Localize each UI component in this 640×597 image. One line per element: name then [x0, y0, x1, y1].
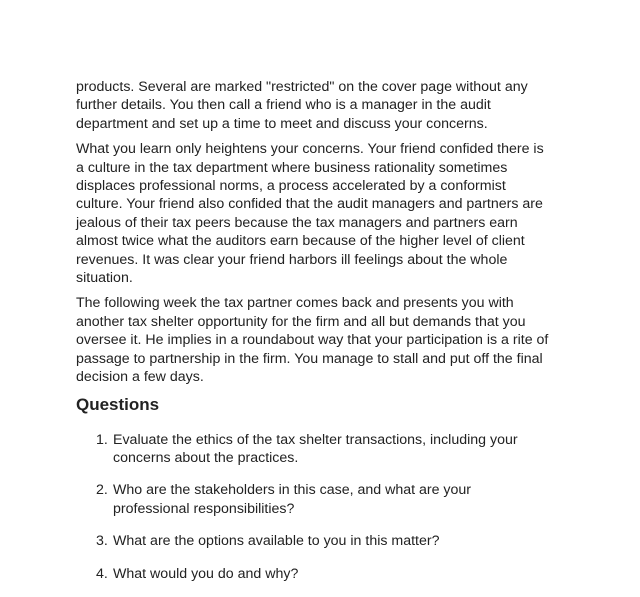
question-number: 4.	[96, 565, 108, 582]
text-line: The following week the tax partner comes back and presents you with	[76, 295, 514, 312]
question-text-line: Evaluate the ethics of the tax shelter transactions, including your	[113, 431, 518, 448]
question-text-line: concerns about the practices.	[113, 449, 299, 466]
text-line: department and set up a time to meet and discuss your concerns.	[76, 115, 488, 132]
text-line: products. Several are marked "restricted" on the cover page without any	[76, 79, 528, 95]
question-number: 2.	[96, 482, 108, 499]
question-text-line: Who are the stakeholders in this case, and what are your	[113, 482, 472, 499]
question-item	[76, 431, 572, 468]
text-line: culture. Your friend also confided that the audit managers and partners are	[76, 196, 543, 213]
question-text-line: What would you do and why?	[113, 565, 299, 582]
question-item	[76, 565, 572, 583]
text-line: revenues. It was clear your friend harbors ill feelings about the whole	[76, 251, 508, 268]
questions-heading: Questions	[76, 394, 160, 414]
question-item	[76, 481, 572, 518]
question-number: 1.	[96, 431, 108, 448]
text-line: situation.	[76, 270, 133, 287]
text-line: oversee it. He implies in a roundabout way that your participation is a rite of	[76, 332, 549, 349]
question-text-line: professional responsibilities?	[113, 500, 295, 517]
paragraph	[76, 78, 572, 133]
text-line: jealous of their tax peers because the tax managers and partners earn	[76, 214, 518, 231]
question-item	[76, 532, 572, 550]
question-text-line: What are the options available to you in this matter?	[113, 533, 440, 550]
text-line: almost twice what the auditors earn because of the higher level of client	[76, 233, 525, 250]
text-line: What you learn only heightens your concerns. Your friend confided there is	[76, 141, 544, 158]
text-line: further details. You then call a friend who is a manager in the audit	[76, 97, 491, 114]
text-line: displaces professional norms, a process accelerated by a conformist	[76, 178, 506, 195]
text-line: another tax shelter opportunity for the firm and all but demands that you	[76, 313, 526, 330]
text-line: a culture in the tax department where business rationality sometimes	[76, 159, 508, 176]
document-page	[76, 78, 572, 597]
paragraph	[76, 294, 572, 386]
paragraph	[76, 140, 572, 287]
questions-list	[76, 431, 572, 583]
text-line: passage to partnership in the firm. You manage to stall and put off the final	[76, 350, 543, 367]
question-number: 3.	[96, 533, 108, 550]
text-line: decision a few days.	[76, 369, 204, 386]
